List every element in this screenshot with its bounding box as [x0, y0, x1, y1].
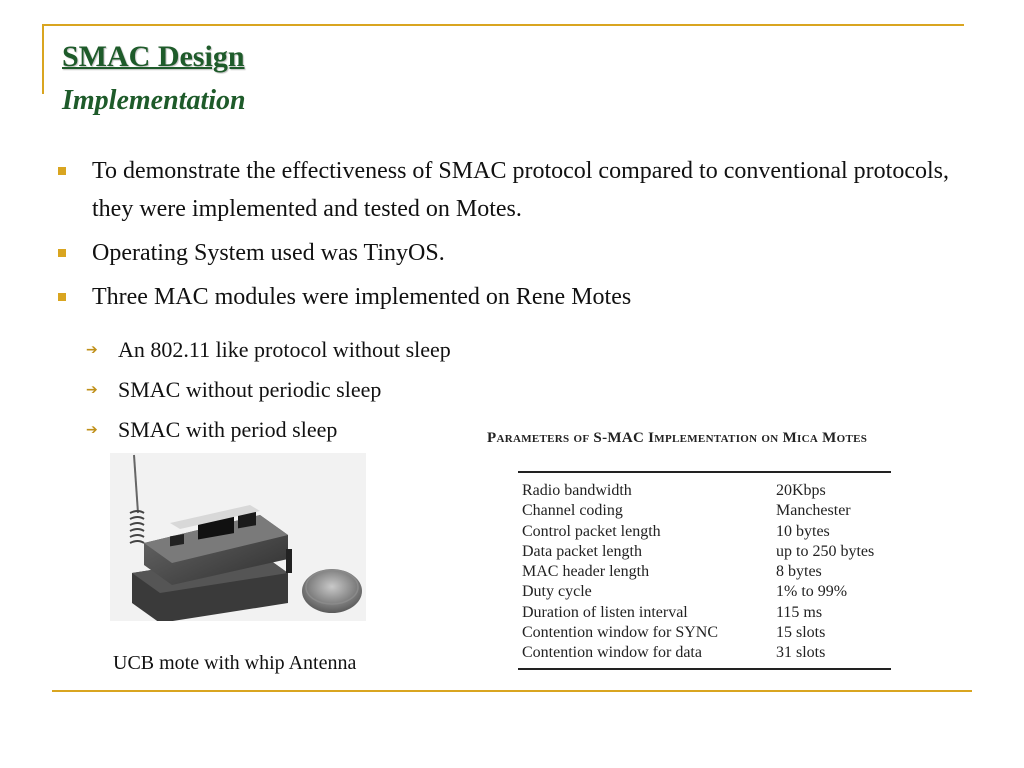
table-row	[518, 481, 891, 501]
table-row	[518, 623, 891, 643]
table-top-rule	[518, 471, 891, 473]
table-row	[518, 562, 891, 582]
slide-subtitle: Implementation	[62, 85, 246, 116]
parameter-value: Manchester	[776, 502, 851, 520]
parameter-name: Duty cycle	[522, 583, 592, 601]
table-row	[518, 643, 891, 663]
parameter-value: 20Kbps	[776, 482, 826, 499]
figure-caption: UCB mote with whip Antenna	[113, 652, 357, 674]
parameter-name: Radio bandwidth	[522, 482, 632, 499]
arrow-right-icon: ➔	[86, 382, 98, 398]
frame-top-rule	[42, 24, 964, 26]
sub-bullet-text: An 802.11 like protocol without sleep	[118, 337, 451, 362]
sub-bullet-item	[84, 330, 604, 370]
bullet-list	[56, 152, 956, 322]
table-row	[518, 582, 891, 602]
parameter-value: up to 250 bytes	[776, 542, 875, 560]
table-row	[518, 522, 891, 542]
table-row	[518, 542, 891, 562]
table-row	[518, 603, 891, 623]
parameter-name: Contention window for data	[522, 644, 702, 662]
parameter-value: 10 bytes	[776, 522, 830, 540]
bullet-text: To demonstrate the effectiveness of SMAC protocol compared to conventional protocols, they were implemented and tested on Motes.	[92, 158, 949, 222]
bullet-item	[56, 234, 956, 272]
parameter-name: Contention window for SYNC	[522, 624, 718, 642]
sub-bullet-item	[84, 370, 604, 410]
frame-left-rule	[42, 24, 44, 94]
parameter-name: Data packet length	[522, 542, 642, 560]
sub-bullet-text: SMAC without periodic sleep	[118, 377, 382, 402]
parameter-value: 115 ms	[776, 603, 823, 621]
square-bullet-icon	[58, 293, 66, 301]
parameter-name: Channel coding	[522, 502, 623, 520]
parameter-name: Control packet length	[522, 522, 661, 540]
parameter-name: MAC header length	[522, 563, 650, 581]
arrow-right-icon: ➔	[86, 422, 98, 438]
square-bullet-icon	[58, 167, 66, 175]
frame-bottom-rule	[52, 690, 972, 692]
slide-title: SMAC Design	[62, 40, 245, 73]
parameter-value: 31 slots	[776, 644, 826, 662]
parameter-value: 1% to 99%	[776, 583, 848, 601]
bullet-text: Operating System used was TinyOS.	[92, 240, 445, 266]
table-row	[518, 501, 891, 521]
table-title: Parameters of S-MAC Implementation on Mica Motes	[487, 430, 868, 446]
mote-photo	[110, 453, 366, 621]
bullet-item	[56, 152, 956, 228]
parameter-value: 15 slots	[776, 624, 826, 642]
bullet-item	[56, 278, 956, 316]
square-bullet-icon	[58, 249, 66, 257]
sub-bullet-text: SMAC with period sleep	[118, 417, 338, 442]
parameter-name: Duration of listen interval	[522, 603, 688, 621]
parameter-value: 8 bytes	[776, 563, 822, 581]
table-bottom-rule	[518, 668, 891, 670]
parameters-table	[518, 481, 891, 664]
arrow-right-icon: ➔	[86, 342, 98, 358]
bullet-text: Three MAC modules were implemented on Rene Motes	[92, 284, 632, 310]
